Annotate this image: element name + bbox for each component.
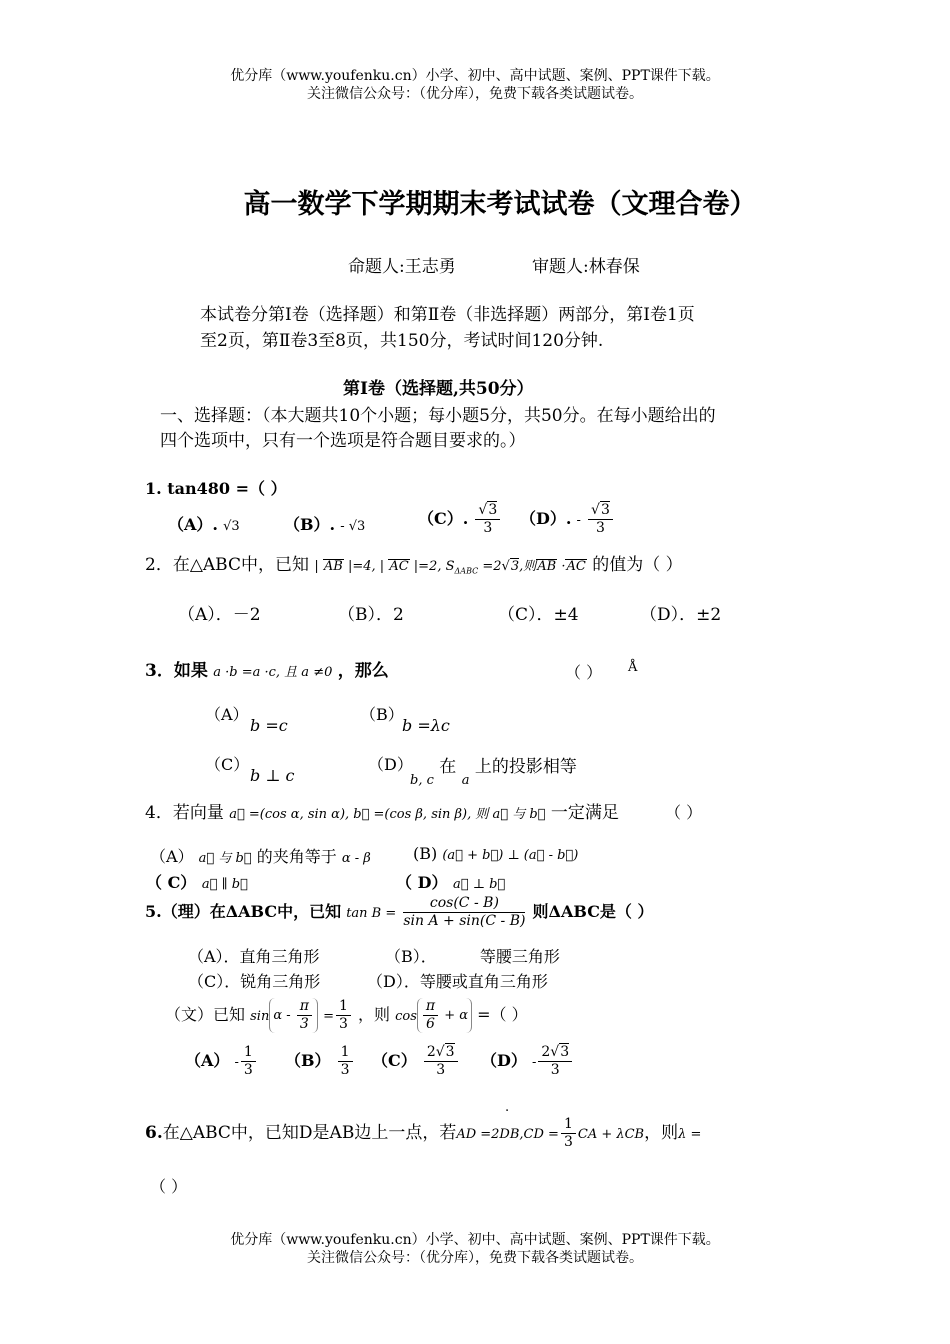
- q6-stem: 6.在△ABC中，已知D是AB边上一点，若AD =2DB,CD = $\frac{1}{3}$ CA + λCB，则λ =: [145, 1116, 702, 1150]
- q1-option-c-label: （C）.: [418, 509, 469, 528]
- q2-option-b: （B）．2: [338, 605, 404, 625]
- q1-option-a-label: （A）.: [168, 515, 218, 534]
- q3-formula: a ·b =a ·c, 且 a ≠0: [213, 665, 333, 680]
- q3-option-a-value: b =c: [250, 716, 288, 735]
- q5-prefix: 5.（理）在ΔABC中，已知: [145, 902, 342, 921]
- section-instruction-1: 一、选择题：（本大题共10个小题；每小题5分，共50分。在每小题给出的: [160, 406, 716, 426]
- q1-option-d-label: （D）.: [520, 509, 572, 528]
- q3-option-b-value: b =λc: [402, 716, 450, 735]
- q2-suffix: 的值为（ ）: [592, 555, 683, 575]
- q6-prefix: 6.: [145, 1123, 163, 1143]
- q2-prefix: 2．在△ABC中，已知: [145, 555, 309, 575]
- q4-prefix: 4．若向量: [145, 803, 224, 823]
- q5-wen-option-c-label: （C）: [372, 1051, 417, 1070]
- q5-wen-stem: （文）已知 sin α - $\frac{\pi}{3}$ = $\frac{1}{3}$ ，则 cos $\frac{\pi}{6}$ + α =（ ）: [165, 998, 528, 1032]
- q4-option-d-label: （ D）: [396, 873, 448, 892]
- q1-option-a: [168, 512, 240, 535]
- q5-option-d: （D）．等腰或直角三角形: [367, 972, 548, 991]
- q1-option-d: （D）. - $\frac{√3}{3}$: [520, 502, 615, 537]
- q4-suffix: 一定满足: [550, 803, 619, 823]
- q5-wen-option-c: （C） $\frac{2√3}{3}$: [372, 1044, 460, 1079]
- q5-option-b: [385, 944, 560, 967]
- intro-line-1: 本试卷分第Ⅰ卷（选择题）和第Ⅱ卷（非选择题）两部分，第Ⅰ卷1页: [200, 305, 695, 325]
- q5-frac: $\frac{\cos(C - B)}{\text{sin A + sin(C - B)}}$: [403, 895, 526, 929]
- q4-blank: （ ）: [665, 803, 703, 822]
- q5-option-c: （C）．锐角三角形: [188, 972, 321, 991]
- q3-option-a-label: （A）: [205, 705, 249, 724]
- q3-option-c-label: （C）: [205, 755, 250, 774]
- q5-wen-mid: ，则: [357, 1005, 390, 1024]
- q4-option-b: (B) (a⃗ + b⃗) ⊥ (a⃗ - b⃗): [413, 844, 579, 863]
- q4-formula: a⃗ =(cos α, sin α), b⃗ =(cos β, sin β), 则 a⃗ 与 b⃗: [229, 807, 546, 822]
- q3-option-d-text: $_{b, c}$ 在 $_a$ 上的投影相等: [410, 757, 577, 788]
- q3-option-d-label: （D）: [368, 755, 413, 774]
- q6-blank: （ ）: [150, 1177, 188, 1196]
- q1-stem: 1. tan480 =（ ）: [145, 479, 287, 498]
- q4-option-a-text: 的夹角等于: [256, 847, 337, 866]
- q4-option-a-label: （A）: [150, 847, 194, 866]
- q1-option-b-label: （B）.: [284, 515, 336, 534]
- q5-wen-blank: =（ ）: [477, 1005, 528, 1024]
- q5-suffix: 则ΔABC是（ ）: [532, 902, 654, 921]
- intro-line-2: 至2页，第Ⅱ卷3至8页，共150分，考试时间120分钟.: [200, 331, 604, 351]
- q5-wen-option-b: （B） $\frac{1}{3}$: [285, 1044, 355, 1079]
- header-line-2: 关注微信公众号：（优分库），免费下载各类试题试卷。: [307, 86, 643, 102]
- q4-option-d: （ D） a⃗ ⊥ b⃗: [396, 873, 506, 892]
- q5-wen-option-b-label: （B）: [285, 1051, 331, 1070]
- q3-prefix: 3．如果: [145, 661, 208, 681]
- q1-option-b: [284, 512, 365, 535]
- section-title: 第Ⅰ卷（选择题,共50分）: [343, 379, 534, 399]
- q1-option-b-value: - √3: [340, 519, 366, 534]
- q4-option-c-label: （ C）: [146, 873, 197, 892]
- q3-option-d-tail: 上的投影相等: [474, 757, 577, 777]
- q5-wen-option-d-label: （D）: [481, 1051, 527, 1070]
- q3-stem: [145, 656, 389, 681]
- q3-blank: （ ）: [565, 663, 603, 682]
- q5-wen-option-d: （D） - $\frac{2√3}{3}$: [481, 1044, 574, 1079]
- q1-option-c-frac: $\frac{√3}{3}$: [475, 502, 500, 537]
- stray-dot: .: [505, 1100, 510, 1115]
- q3-option-c-value: b ⊥ c: [250, 766, 295, 785]
- page-title: 高一数学下学期期末考试试卷（文理合卷）: [243, 189, 757, 220]
- q3-option-b-label: （B）: [360, 705, 404, 724]
- q5-wen-option-a: （A） - $\frac{1}{3}$: [185, 1044, 258, 1079]
- q4-option-a: （A） a⃗ 与 b⃗ 的夹角等于 α - β: [150, 847, 371, 866]
- q3-mark: Å: [628, 660, 638, 675]
- setter: 命题人:王志勇: [348, 257, 456, 277]
- q2-formula: | AB |=4, | AC |=2, $S_{\Delta ABC} =2√3$,则AB ·AC: [314, 559, 586, 576]
- q4-stem: [145, 798, 619, 823]
- q1-option-a-value: √3: [223, 519, 240, 534]
- q2-stem: [145, 550, 683, 576]
- reviewer: 审题人:林春保: [532, 257, 640, 277]
- q2-option-d: （D）．±2: [640, 605, 722, 625]
- section-instruction-2: 四个选项中，只有一个选项是符合题目要求的。）: [160, 431, 526, 451]
- header-line-1: 优分库（www.youfenku.cn）小学、初中、高中试题、案例、PPT课件下载。: [230, 68, 720, 84]
- q1-option-d-frac: $\frac{√3}{3}$: [588, 502, 613, 537]
- q3-suffix: ，那么: [337, 661, 389, 681]
- q4-option-c: （ C） a⃗ ∥ b⃗: [146, 873, 248, 892]
- q5-stem: 5.（理）在ΔABC中，已知 tan B = $\frac{\cos(C - B)}{\text{sin A + sin(C - B)}}$ 则ΔABC是（ ）: [145, 895, 654, 929]
- footer-line-2: 关注微信公众号：（优分库），免费下载各类试题试卷。: [307, 1250, 643, 1266]
- q5-option-b-label: （B）．: [385, 947, 437, 966]
- q5-wen-prefix: （文）已知: [165, 1005, 246, 1024]
- q5-option-b-text: 等腰三角形: [479, 947, 560, 966]
- q5-wen-option-a-label: （A）: [185, 1051, 230, 1070]
- q1-option-c: [418, 502, 502, 537]
- q6-stem2: ，则: [644, 1123, 679, 1143]
- q2-option-c: （C）．±4: [498, 605, 579, 625]
- q6-stem1: 在△ABC中，已知D是AB边上一点，若: [162, 1123, 457, 1143]
- q2-option-a: （A）．－2: [178, 605, 261, 625]
- q4-option-b-label: (B): [413, 844, 438, 863]
- footer-line-1: 优分库（www.youfenku.cn）小学、初中、高中试题、案例、PPT课件下载。: [230, 1232, 720, 1248]
- q5-option-a: （A）．直角三角形: [188, 947, 320, 966]
